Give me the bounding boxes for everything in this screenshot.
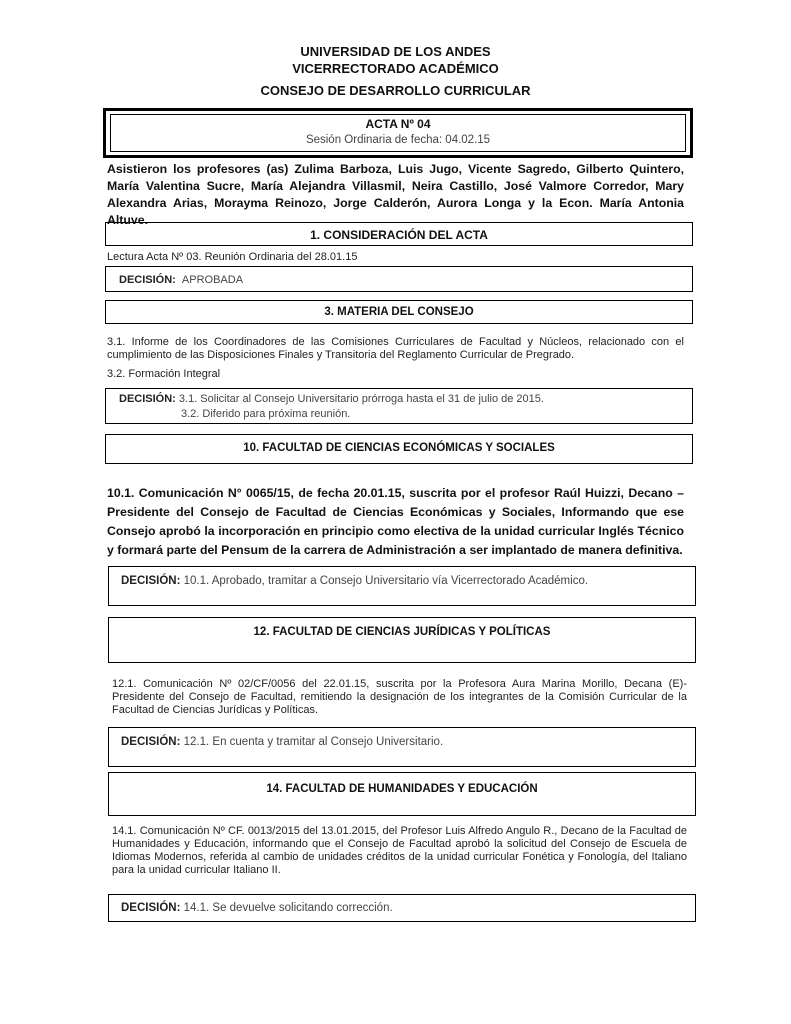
attendees-paragraph: Asistieron los profesores (as) Zulima Barboza, Luis Jugo, Vicente Sagredo, Gilberto Quintero, María Valentina Sucre, María Alejandra Villasmil, Neira Castillo, José Valmore Corredor, Mary Alexandra Arias, Morayma Reinozo, Jorge Calderón, Aurora Longa y la Econ. María Antonia Altuve. (107, 162, 684, 227)
section-1-text: Lectura Acta Nº 03. Reunión Ordinaria del 28.01.15 (107, 251, 358, 263)
section-14-decision (108, 894, 696, 922)
section-3-title: 3. MATERIA DEL CONSEJO (324, 306, 474, 318)
university-name: UNIVERSIDAD DE LOS ANDES (300, 44, 491, 59)
section-12-decision (108, 727, 696, 767)
section-14-header (108, 772, 696, 816)
section-3-item-2: 3.2. Formación Integral (107, 368, 221, 380)
section-1-decision (105, 266, 693, 292)
acta-box (103, 108, 693, 158)
session-date: Sesión Ordinaria de fecha: 04.02.15 (305, 134, 491, 146)
decision-line-1: 3.1. Solicitar al Consejo Universitario prórroga hasta el 31 de julio de 2015. (178, 393, 544, 405)
council-title: CONSEJO DE DESARROLLO CURRICULAR (260, 83, 531, 98)
section-10-text: 10.1. Comunicación N° 0065/15, de fecha 20.01.15, suscrita por el profesor Raúl Huizzi, Decano – Presidente del Consejo de Facultad de Ciencias Económicas y Sociales, Informando que ese Consejo aprobó la incorporación en principio como electiva de la unidad curricular Inglés Técnico y formará parte del Pensum de la carrera de Administración a ser implantado de manera definitiva. (107, 486, 684, 557)
decision-value: 10.1. Aprobado, tramitar a Consejo Universitario vía Vicerrectorado Académico. (183, 575, 589, 587)
acta-number: ACTA Nº 04 (365, 117, 431, 131)
decision-label: DECISIÓN: (121, 736, 181, 748)
section-10-decision (108, 566, 696, 606)
decision-label: DECISIÓN: (121, 575, 181, 587)
decision-value: APROBADA (181, 274, 244, 286)
decision-line-2: 3.2. Diferido para próxima reunión. (181, 408, 351, 420)
vicerrectorado-title: VICERRECTORADO ACADÉMICO (292, 61, 499, 76)
decision-value: 14.1. Se devuelve solicitando corrección. (183, 902, 393, 914)
decision-label: DECISIÓN: (119, 274, 176, 286)
section-10-header (105, 434, 693, 464)
decision-value: 12.1. En cuenta y tramitar al Consejo Universitario. (183, 736, 444, 748)
section-12-header (108, 617, 696, 663)
decision-label: DECISIÓN: (119, 393, 176, 405)
section-14-text: 14.1. Comunicación Nº CF. 0013/2015 del 13.01.2015, del Profesor Luis Alfredo Angulo R., Decano de la Facultad de Humanidades y Educación, informando que el Consejo de Facultad aprobó la solicitud del Consejo de Escuela de Idiomas Modernos, referida al cambio de unidades créditos de la unidad curricular Fonética y Fonología, del Italiano para la unidad curricular Italiano II. (112, 825, 687, 876)
section-3-header (105, 300, 693, 324)
section-12-text: 12.1. Comunicación Nº 02/CF/0056 del 22.01.15, suscrita por la Profesora Aura Marina Morillo, Decana (E)- Presidente del Consejo de Facultad, remitiendo la designación de los integrantes de la Comisión Curricular de la Facultad de Ciencias Jurídicas y Políticas. (112, 678, 687, 716)
section-12-title: 12. FACULTAD DE CIENCIAS JURÍDICAS Y POLÍTICAS (253, 626, 551, 638)
acta-inner-box (110, 114, 686, 152)
section-14-title: 14. FACULTAD DE HUMANIDADES Y EDUCACIÓN (266, 783, 538, 795)
section-1-header (105, 222, 693, 246)
section-3-item-1: 3.1. Informe de los Coordinadores de las Comisiones Curriculares de Facultad y Núcleos, relacionado con el cumplimiento de las Disposiciones Finales y Transitoria del Reglamento Curricular de Pregrado. (107, 336, 684, 361)
section-3-decision (105, 388, 693, 424)
section-1-title: 1. CONSIDERACIÓN DEL ACTA (310, 228, 488, 242)
section-10-title: 10. FACULTAD DE CIENCIAS ECONÓMICAS Y SOCIALES (243, 442, 555, 454)
decision-label: DECISIÓN: (121, 902, 181, 914)
